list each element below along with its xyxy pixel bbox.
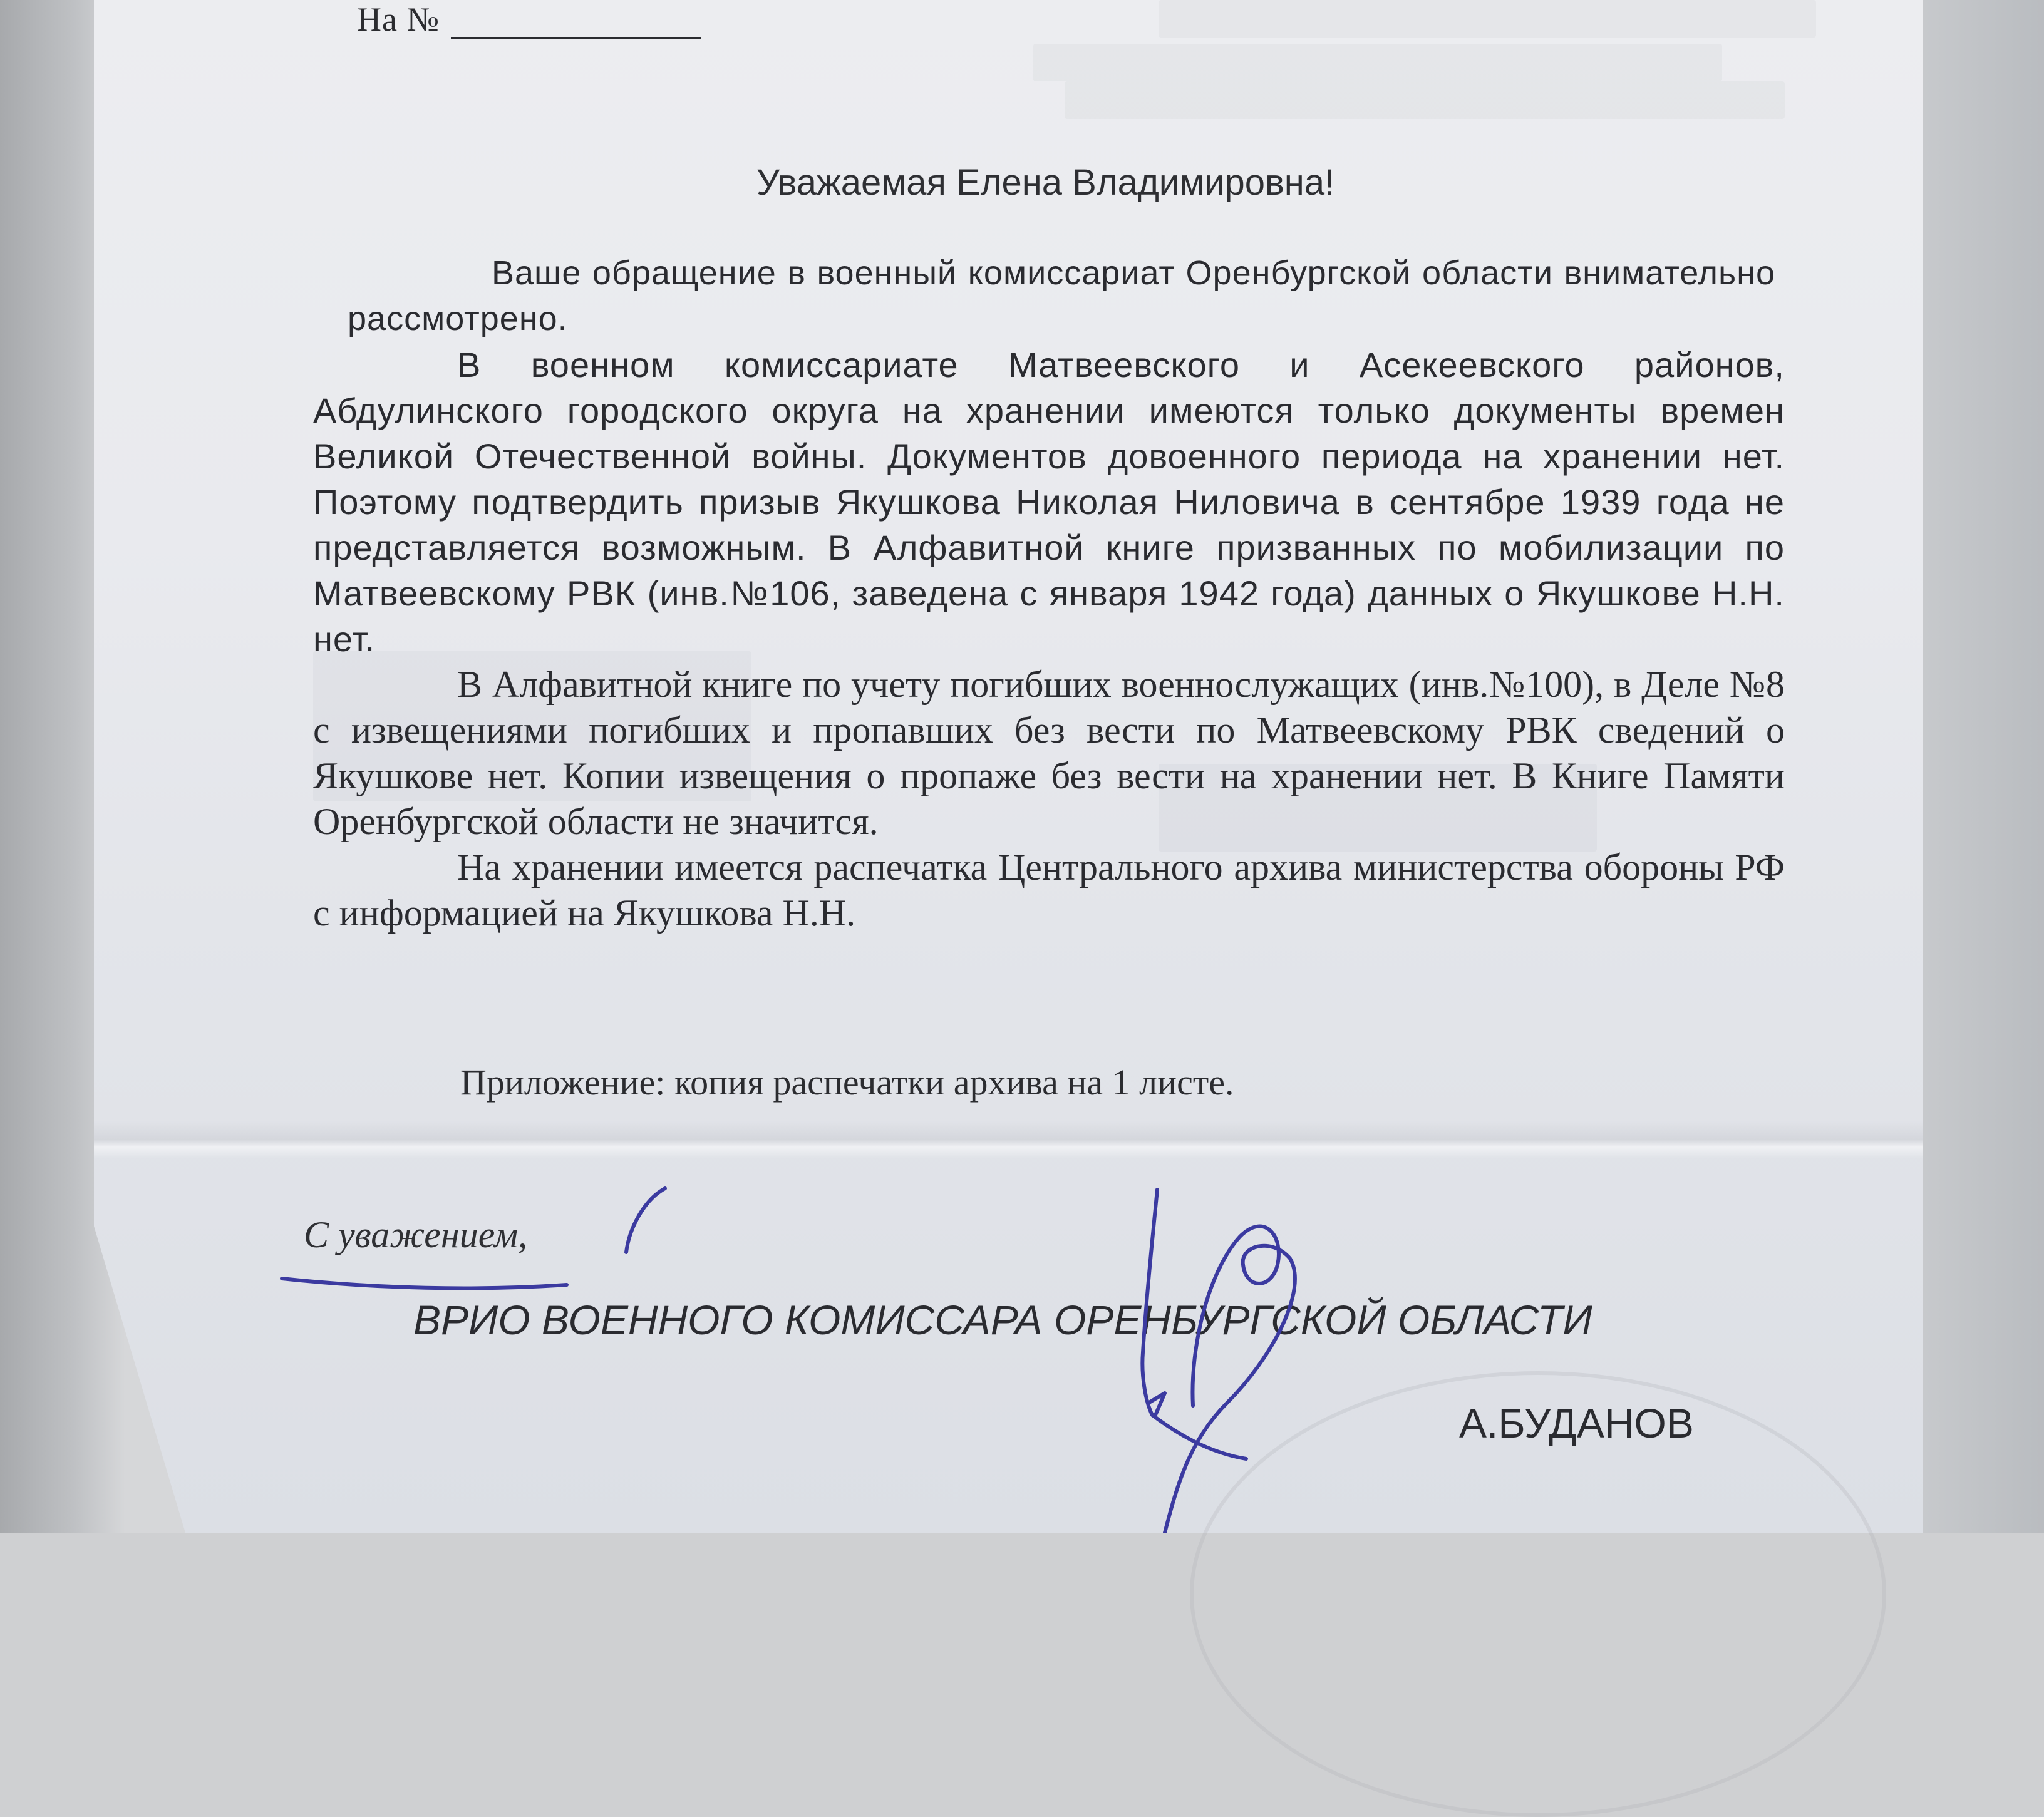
reference-label: На № (357, 1, 440, 38)
attachment-note: Приложение: копия распечатки архива на 1 листе. (460, 1062, 1234, 1103)
reference-blank (451, 8, 701, 39)
show-through-text (1159, 0, 1816, 38)
signer-name: А.БУДАНОВ (1459, 1400, 1694, 1446)
paragraph-1: Ваше обращение в военный комиссариат Оренбургской области внимательно рассмотрено. (348, 254, 1775, 337)
show-through-text (1065, 81, 1785, 119)
paragraph-2: В военном комиссариате Матвеевского и Асекеевского районов, Абдулинского городского округа на хранении имеются только документы времен Великой Отечественной войны. Документов довоенного периода на хранении нет. Поэтому подтвердить призыв Якушкова Николая Ниловича в сентябре 1939 года не представляется возможным. В Алфавитной книге призванных по мобилизации по Матвеевскому РВК (инв.№106, заведена с января 1942 года) данных о Якушкове Н.Н. нет. (313, 345, 1785, 659)
right-shadow (1906, 0, 2044, 1533)
signer-position: ВРИО ВОЕННОГО КОМИССАРА ОРЕНБУРГСКОЙ ОБЛАСТИ (413, 1297, 1592, 1343)
show-through-text (1033, 44, 1722, 81)
paragraph-4: На хранении имеется распечатка Центрального архива министерства обороны РФ с информацией на Якушкова Н.Н. (313, 847, 1785, 934)
letter-body (313, 250, 1785, 936)
closing-regards: С уважением, (304, 1214, 528, 1255)
greeting: Уважаемая Елена Владимировна! (756, 162, 1335, 203)
reference-number-line (357, 0, 701, 39)
paragraph-3: В Алфавитной книге по учету погибших военнослужащих (инв.№100), в Деле №8 с извещениями погибших и пропавших без вести по Матвеевскому РВК сведений о Якушкове нет. Копии извещения о пропаже без вести на хранении нет. В Книге Памяти Оренбургской области не значится. (313, 664, 1785, 842)
